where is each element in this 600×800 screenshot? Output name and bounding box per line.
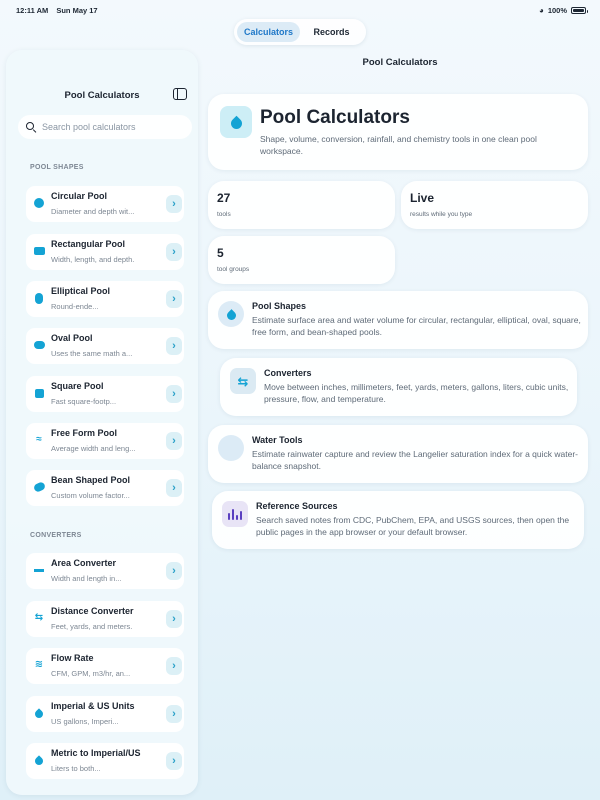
- segmented-control: [234, 19, 366, 45]
- search-input[interactable]: [42, 122, 182, 132]
- sidebar-item-subtitle: Feet, yards, and meters.: [51, 622, 133, 631]
- sidebar-item-subtitle: Liters to both...: [51, 764, 101, 773]
- search-field[interactable]: [18, 115, 192, 139]
- group-card-water-tools[interactable]: [208, 425, 588, 483]
- sidebar-item-subtitle: Custom volume factor...: [51, 491, 130, 500]
- sidebar-item-title: Oval Pool: [51, 333, 93, 343]
- drop-icon: [33, 754, 45, 766]
- chevron-right-icon: ›: [166, 432, 182, 450]
- page-title: Pool Calculators: [362, 57, 438, 68]
- group-title: Reference Sources: [256, 501, 338, 511]
- sidebar-item-oval-pool[interactable]: [26, 328, 184, 364]
- status-date: Sun May 17: [56, 6, 98, 15]
- sidebar-item-title: Elliptical Pool: [51, 286, 111, 296]
- sidebar-item-imperial-us-units[interactable]: [26, 696, 184, 732]
- group-title: Converters: [264, 368, 312, 378]
- sidebar-title: Pool Calculators: [64, 90, 140, 101]
- sidebar-item-square-pool[interactable]: [26, 376, 184, 412]
- sidebar-item-elliptical-pool[interactable]: [26, 281, 184, 317]
- rectangle-icon: [33, 245, 45, 257]
- group-card-converters[interactable]: [220, 358, 577, 416]
- drop-icon: [220, 106, 252, 138]
- wifi-icon: ◕: [538, 6, 544, 15]
- sidebar-item-title: Free Form Pool: [51, 428, 118, 438]
- sidebar-item-subtitle: Diameter and depth wit...: [51, 207, 135, 216]
- sidebar-item-metric-to-imperial[interactable]: [26, 743, 184, 779]
- circle-icon: [33, 197, 45, 209]
- chevron-right-icon: ›: [166, 479, 182, 497]
- sidebar-toggle-icon[interactable]: [173, 88, 187, 100]
- group-description: Estimate rainwater capture and review the Langelier saturation index for a quick water-balance snapshot.: [252, 449, 579, 471]
- sidebar-item-title: Circular Pool: [51, 191, 108, 201]
- chevron-right-icon: ›: [166, 290, 182, 308]
- stat-value: Live: [410, 191, 435, 205]
- stat-label: tools: [217, 211, 231, 218]
- chevron-right-icon: ›: [166, 752, 182, 770]
- sidebar-item-free-form-pool[interactable]: [26, 423, 184, 459]
- drop-icon: [33, 707, 45, 719]
- square-icon: [33, 387, 45, 399]
- stat-card-tool-groups: [208, 236, 395, 284]
- chevron-right-icon: ›: [166, 610, 182, 628]
- hero-title: Pool Calculators: [260, 107, 410, 128]
- stat-label: results while you type: [410, 211, 473, 218]
- tab-records[interactable]: Records: [313, 27, 350, 37]
- battery-percent: 100%: [547, 6, 567, 15]
- group-description: Move between inches, millimeters, feet, yards, meters, gallons, liters, cubic units, pressure, flow, and temperature.: [264, 382, 569, 404]
- wind-icon: ≋: [34, 659, 44, 670]
- search-icon: [26, 122, 36, 132]
- stat-value: 5: [217, 246, 224, 260]
- sidebar-item-subtitle: Average width and leng...: [51, 444, 136, 453]
- oval-icon: [33, 339, 45, 351]
- section-title-pool-shapes: POOL SHAPES: [30, 164, 84, 171]
- chevron-right-icon: ›: [166, 195, 182, 213]
- sidebar-item-title: Metric to Imperial/US: [51, 748, 141, 758]
- sidebar-item-subtitle: Fast square-footp...: [51, 397, 117, 406]
- sidebar-item-subtitle: Width and length in...: [51, 574, 122, 583]
- sidebar-item-subtitle: Uses the same math a...: [51, 349, 133, 358]
- bean-icon: [33, 481, 45, 493]
- group-title: Water Tools: [252, 435, 303, 445]
- sidebar-item-subtitle: Width, length, and depth.: [51, 255, 135, 264]
- sidebar-item-distance-converter[interactable]: [26, 601, 184, 637]
- sidebar-item-subtitle: CFM, GPM, m3/hr, an...: [51, 669, 131, 678]
- sidebar-item-circular-pool[interactable]: [26, 186, 184, 222]
- status-bar: [0, 0, 600, 20]
- group-title: Pool Shapes: [252, 301, 307, 311]
- ruler-icon: ▬: [34, 564, 44, 575]
- stat-label: tool groups: [217, 266, 250, 273]
- group-card-pool-shapes[interactable]: [208, 291, 588, 349]
- sidebar-item-title: Distance Converter: [51, 606, 134, 616]
- swap-arrows-icon: ⇆: [34, 612, 44, 623]
- group-description: Search saved notes from CDC, PubChem, EPA, and USGS sources, then open the public pages in the app browser or your default browser.: [256, 515, 570, 537]
- sidebar-item-title: Flow Rate: [51, 653, 94, 663]
- group-card-reference-sources[interactable]: [212, 491, 584, 549]
- sidebar-item-area-converter[interactable]: [26, 553, 184, 589]
- sidebar-item-title: Rectangular Pool: [51, 239, 126, 249]
- chevron-right-icon: ›: [166, 705, 182, 723]
- sidebar-item-bean-shaped-pool[interactable]: [26, 470, 184, 506]
- section-title-converters: CONVERTERS: [30, 532, 82, 539]
- chevron-right-icon: ›: [166, 243, 182, 261]
- freeform-icon: ≈: [36, 434, 42, 445]
- stat-card-live: [401, 181, 588, 229]
- stat-card-tools: [208, 181, 395, 229]
- tab-calculators[interactable]: Calculators: [237, 22, 300, 42]
- group-description: Estimate surface area and water volume for circular, rectangular, elliptical, oval, square, free form, and bean-shaped pools.: [252, 315, 581, 337]
- sidebar: [6, 50, 198, 795]
- status-time: 12:11 AM: [16, 6, 49, 15]
- chevron-right-icon: ›: [166, 562, 182, 580]
- swap-arrows-icon: ⇆: [230, 368, 256, 394]
- sidebar-item-subtitle: US gallons, Imperi...: [51, 717, 119, 726]
- sidebar-item-title: Bean Shaped Pool: [51, 475, 131, 485]
- chevron-right-icon: ›: [166, 385, 182, 403]
- sidebar-item-flow-rate[interactable]: [26, 648, 184, 684]
- capsule-icon: [33, 292, 45, 304]
- sidebar-item-subtitle: Round-ende...: [51, 302, 99, 311]
- sidebar-item-title: Area Converter: [51, 558, 117, 568]
- water-tools-icon: [218, 435, 244, 461]
- stat-value: 27: [217, 191, 231, 205]
- hero-card: [208, 94, 588, 170]
- sidebar-item-title: Square Pool: [51, 381, 104, 391]
- hero-description: Shape, volume, conversion, rainfall, and chemistry tools in one clean pool workspace.: [260, 134, 537, 156]
- drop-icon: [218, 301, 244, 327]
- chart-bars-icon: [222, 501, 248, 527]
- sidebar-item-title: Imperial & US Units: [51, 701, 135, 711]
- chevron-right-icon: ›: [166, 337, 182, 355]
- battery-icon: [571, 7, 586, 14]
- chevron-right-icon: ›: [166, 657, 182, 675]
- sidebar-item-rectangular-pool[interactable]: [26, 234, 184, 270]
